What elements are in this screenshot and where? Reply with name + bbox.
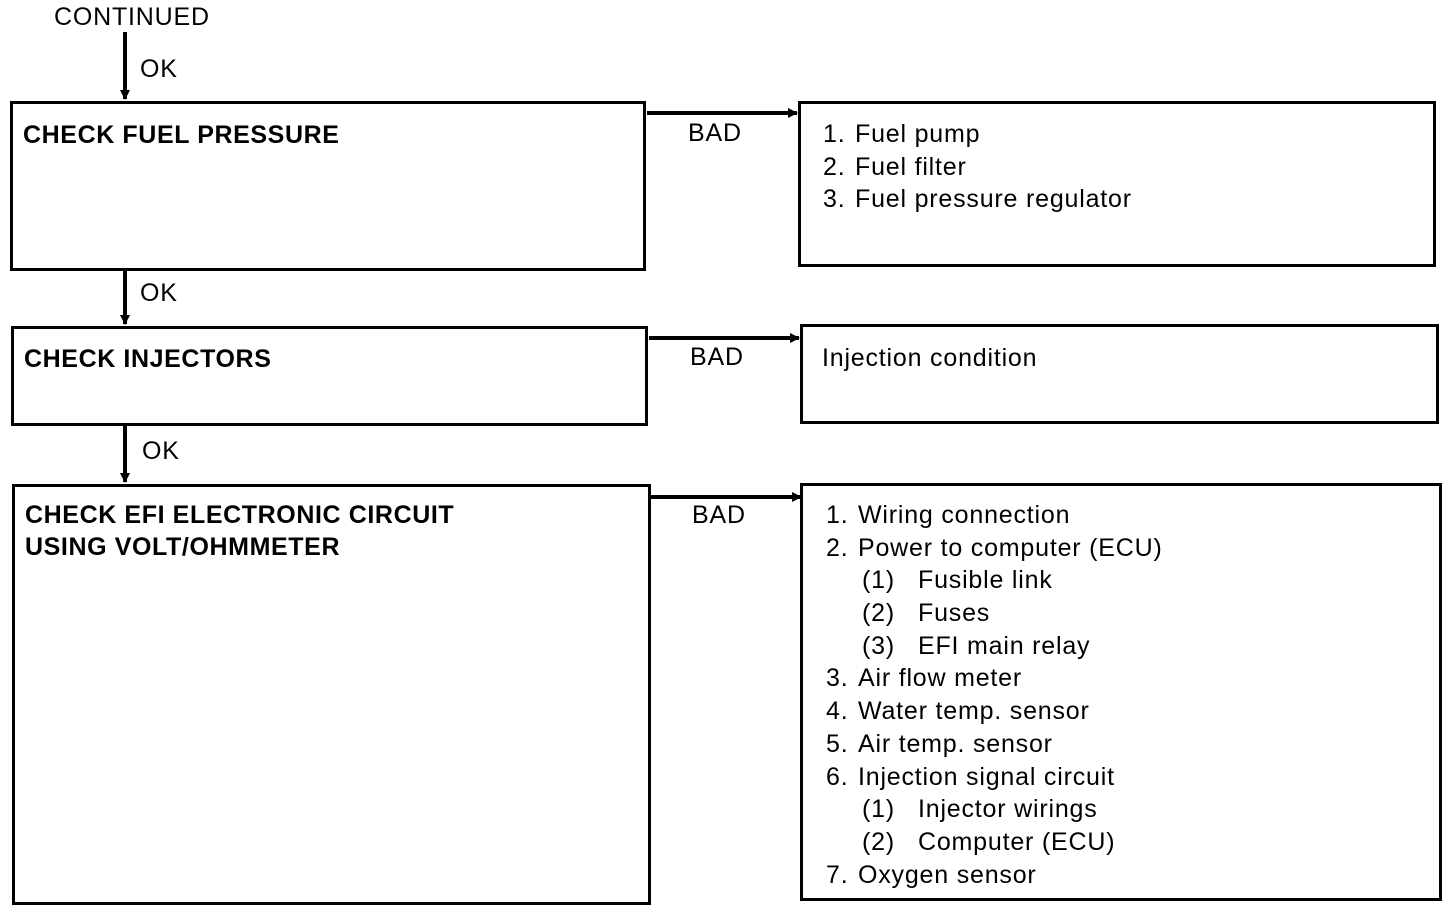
efi-circuit-remedy-box	[800, 483, 1442, 901]
list-item: 2. Power to computer (ECU)	[826, 533, 1163, 562]
check-efi-circuit-box	[12, 484, 651, 905]
fuel-pressure-remedy-box	[798, 101, 1436, 267]
list-subitem: (3) EFI main relay	[862, 631, 1091, 660]
list-subitem: (2) Fuses	[862, 599, 991, 628]
check-fuel-pressure-box	[10, 101, 646, 271]
bad-label-3: BAD	[692, 501, 746, 529]
ok-label-3: OK	[142, 437, 180, 465]
check-efi-circuit-title-line-2: USING VOLT/OHMMETER	[25, 533, 341, 561]
efi-circuit-remedy-list	[826, 499, 1163, 891]
bad-label-2: BAD	[690, 343, 744, 371]
check-fuel-pressure-title: CHECK FUEL PRESSURE	[23, 121, 340, 149]
list-item: 2. Fuel filter	[823, 152, 967, 181]
list-subitem: (2) Computer (ECU)	[862, 827, 1116, 856]
check-injectors-box	[11, 326, 648, 426]
list-item: 3. Air flow meter	[826, 664, 1023, 693]
list-item: 3. Fuel pressure regulator	[823, 185, 1132, 214]
continued-label: CONTINUED	[54, 3, 210, 31]
injectors-remedy-box	[800, 324, 1439, 424]
list-item: 6. Injection signal circuit	[826, 762, 1115, 791]
list-subitem: (1) Fusible link	[862, 566, 1053, 595]
list-item: 5. Air temp. sensor	[826, 729, 1053, 758]
bad-label-1: BAD	[688, 119, 742, 147]
fuel-pressure-remedy-list	[823, 118, 1132, 216]
injection-condition-text: Injection condition	[822, 344, 1038, 372]
check-injectors-title: CHECK INJECTORS	[24, 345, 272, 373]
list-item: 4. Water temp. sensor	[826, 697, 1090, 726]
list-item: 7. Oxygen sensor	[826, 860, 1037, 889]
list-item: 1. Wiring connection	[826, 501, 1071, 529]
ok-label-2: OK	[140, 279, 178, 307]
check-efi-circuit-title-line-1: CHECK EFI ELECTRONIC CIRCUIT	[25, 501, 455, 529]
list-subitem: (1) Injector wirings	[862, 795, 1098, 824]
list-item: 1. Fuel pump	[823, 120, 981, 148]
ok-label-1: OK	[140, 55, 178, 83]
